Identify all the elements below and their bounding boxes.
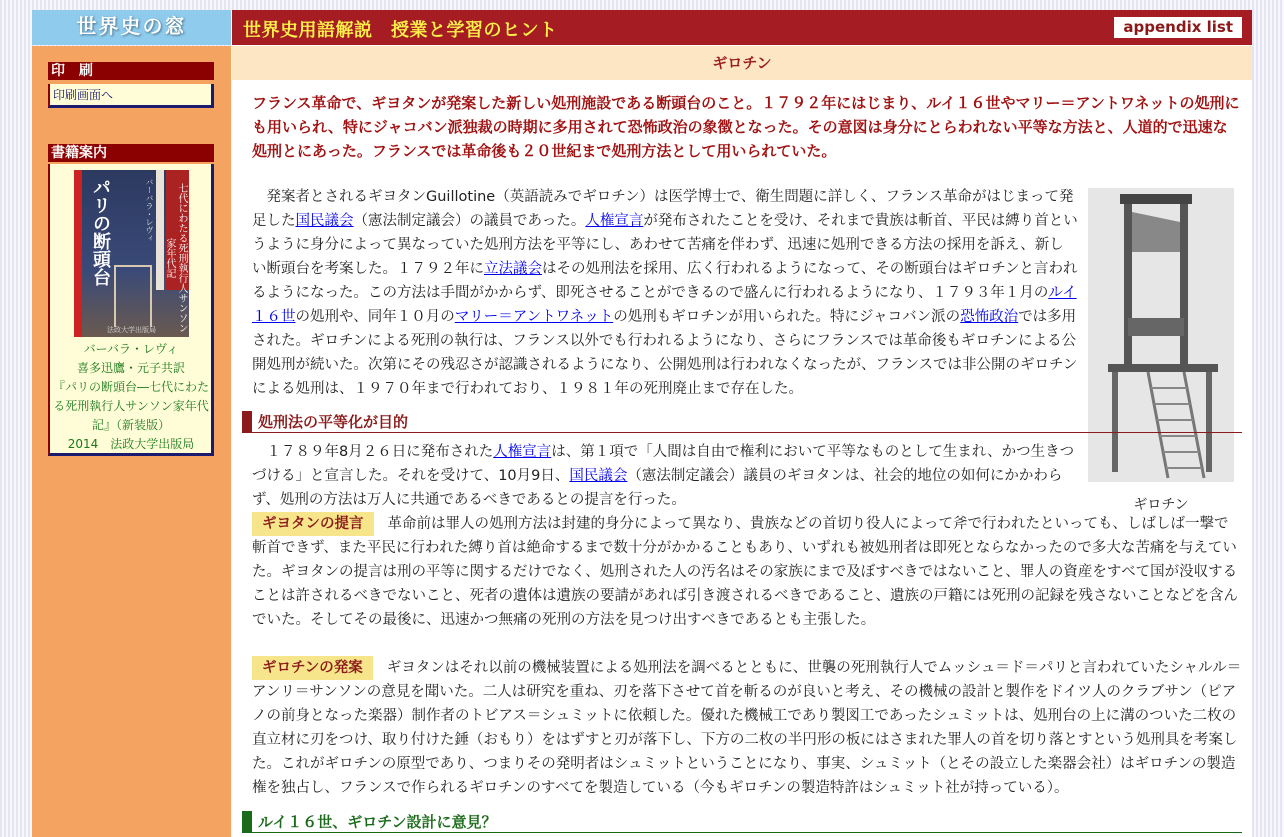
book-translators: 喜多迅鷹・元子共訳 — [76, 361, 185, 375]
book-box — [48, 164, 214, 456]
site-logo[interactable]: 世界史の窓 — [32, 10, 231, 45]
link-national-assembly[interactable]: 国民議会 — [295, 213, 354, 229]
link-legislative-assembly[interactable]: 立法議会 — [484, 261, 542, 277]
summary-text: フランス革命で、ギヨタンが発案した新しい処刑施設である断頭台のこと。１７９２年にはじまり、ルイ１６世やマリー＝アントワネットの処刑にも用いられ、特にジャコバン派独裁の時期に多用されて恐怖政治の象徴となった。その意図は身分にとらわれない平等な方法と、人道的で迅速な処刑とにあった。フランスでは革命後も２０世紀まで処刑方法として用いられていた。 — [252, 94, 1240, 160]
link-marie-antoinette[interactable]: マリー＝アントワネット — [454, 309, 614, 325]
link-reign-of-terror[interactable]: 恐怖政治 — [960, 309, 1019, 325]
link-declaration-of-rights[interactable]: 人権宣言 — [493, 444, 552, 460]
text: はその処刑法を採用、広く行われるようになって、その断頭台はギロチンと言われるようになった。この方法は手間がかからず、即死させることができるので盛んに行われるようになり、１７９３年１月の — [252, 261, 1078, 301]
intro-paragraph — [252, 185, 1078, 401]
text: （憲法制定議会）の議員であった。 — [353, 213, 586, 229]
page-wrapper — [32, 10, 1252, 837]
link-declaration-of-rights[interactable]: 人権宣言 — [585, 213, 644, 229]
keyword-badge: ギロチンの発案 — [252, 656, 373, 680]
books-heading: 書籍案内 — [48, 144, 214, 162]
book-publication: 2014 法政大学出版局 — [67, 437, 195, 451]
text: （憲法制定議会）議員のギヨタンは、社会的地位の如何にかかわらず、処刑の方法は万人に共通であるべきであるとの提言を行った。 — [252, 468, 1063, 508]
book-cover-author: バーバラ・レヴィ — [145, 178, 154, 242]
book-title: 『パリの断頭台―七代にわたる死刑執行人サンソン家年代記』（新装版） — [52, 380, 209, 432]
book-author: バーバラ・レヴィ — [83, 342, 179, 356]
book-cover-subtitle: 七代にわたる死刑執行人サンソン家年代記 — [164, 182, 187, 333]
link-national-assembly[interactable]: 国民議会 — [569, 468, 628, 484]
text: ギヨタンはそれ以前の機械装置による処刑法を調べるとともに、世襲の死刑執行人でムッシュ＝ド＝パリと言われていたシャルル＝アンリ＝サンソンの意見を聞いた。二人は研究を重ね、刃を落下させて首を斬るのが良いと考え、その機械の設計と製作をドイツ人のクラブサン（ピアノの前身となった楽器）制作者のトビアス＝シュミットに依頼した。優れた機械工であり製図工であったシュミットは、処刑台の上に溝のついた二枚の直立材に刃をつけ、取り付けた錘（おもり）をはずすと刃が落下し、下方の二枚の半円形の板にはさまれた罪人の首を切り落とすという処刑具を考案した。これがギロチンの原型であり、つまりその発明者はシュミットということになり、事実、シュミット（とその設立した楽器会社）はギロチンの製造権を独占し、フランスで作られるギロチンのすべてを製造している（今もギロチンの製造特許はシュミット社が持っている）。 — [252, 660, 1242, 796]
book-cover-title: パリの断頭台 — [90, 178, 111, 286]
book-cover-image[interactable] — [74, 170, 189, 337]
text: 発案者とされるギヨタンGuillotine（英語読みでギロチン）は医学博士で、衛生問題に詳しく、フランス革命がはじまって発足した — [252, 189, 1074, 229]
text: の処刑もギロチンが用いられた。特にジャコバン派の — [613, 309, 961, 325]
section-heading: 処刑法の平等化が目的 — [242, 411, 1242, 433]
text: １７８９年8月２６日に発布された — [252, 444, 494, 460]
guillotine-illustration — [114, 265, 152, 327]
cover-stripe — [74, 170, 82, 337]
guillotine-drawing — [1088, 188, 1234, 482]
print-link[interactable]: 印刷画面へ — [53, 88, 114, 102]
main-content — [232, 46, 1252, 837]
text: は、第１項で「人間は自由で権利において平等なものとして生まれ、かつ生きつづける」と宣言した。それを受けて、10月9日、 — [252, 444, 1075, 484]
link-louis-xvi[interactable]: ルイ１６世 — [252, 285, 1077, 325]
text: が発布されたことを受け、それまで貴族は斬首、平民は縛り首というように身分によって異なっていた処刑方法を平等にし、あわせて苦痛を伴わず、迅速に処刑できる方法の採用を訴え、新しい断頭台を考案した。１７９２年に — [252, 213, 1078, 277]
sidebar — [32, 46, 231, 837]
keyword-badge: ギヨタンの提言 — [252, 512, 374, 536]
appendix-list-button[interactable]: appendix list — [1114, 17, 1242, 38]
page-title: ギロチン — [232, 46, 1252, 80]
invention-paragraph — [252, 656, 1242, 800]
photo-caption: ギロチン — [1133, 497, 1189, 513]
text: 革命前は罪人の処刑方法は封建的身分によって異なり、貴族などの首切り役人によって斧で行われたといっても、しばしば一撃で斬首できず、また平民に行われた縛り首は絶命するまで数十分がかかることもあり、いずれも被処刑者は即死とならなかったので多大な苦痛を与えていた。ギヨタンの提言は刑の平等に関するだけでなく、処刑された人の汚名はその家族にまで及ぼすべきではないこと、罪人の資産をすべて国が没収することは許されるべきでないこと、死者の遺体は遺族の要請があれば引き渡されるべきであること、遺族の戸籍には死刑の記録を残さないことなどを含んでいた。そしてその最後に、迅速かつ無痛の死刑の方法を見つけ出すべきであるとも主張した。 — [252, 516, 1238, 628]
print-box — [48, 84, 214, 108]
section-heading: ルイ１６世、ギロチン設計に意見？ — [242, 811, 1242, 833]
guillotine-photo — [1088, 188, 1234, 482]
header-title: 世界史用語解説 授業と学習のヒント — [243, 20, 558, 41]
print-heading: 印 刷 — [48, 62, 214, 80]
header-bar — [232, 10, 1252, 46]
proposal-paragraph — [252, 512, 1242, 632]
text: の処刑や、同年１０月の — [295, 309, 455, 325]
book-cover-publisher: 法政大学出版局 — [107, 326, 156, 334]
text: では多用された。ギロチンによる死刑の執行は、フランス以外でも行われるようになり、さらにフランスでは革命後もギロチンによる公開処刑が続いた。次第にその残忍さが認識されるようになり、公開処刑は行われなくなったが、フランスでは非公開のギロチンによる処刑は、１９７０年まで行われており、１９８１年の死刑廃止まで存在した。 — [252, 309, 1078, 397]
section1-paragraph — [252, 440, 1078, 512]
